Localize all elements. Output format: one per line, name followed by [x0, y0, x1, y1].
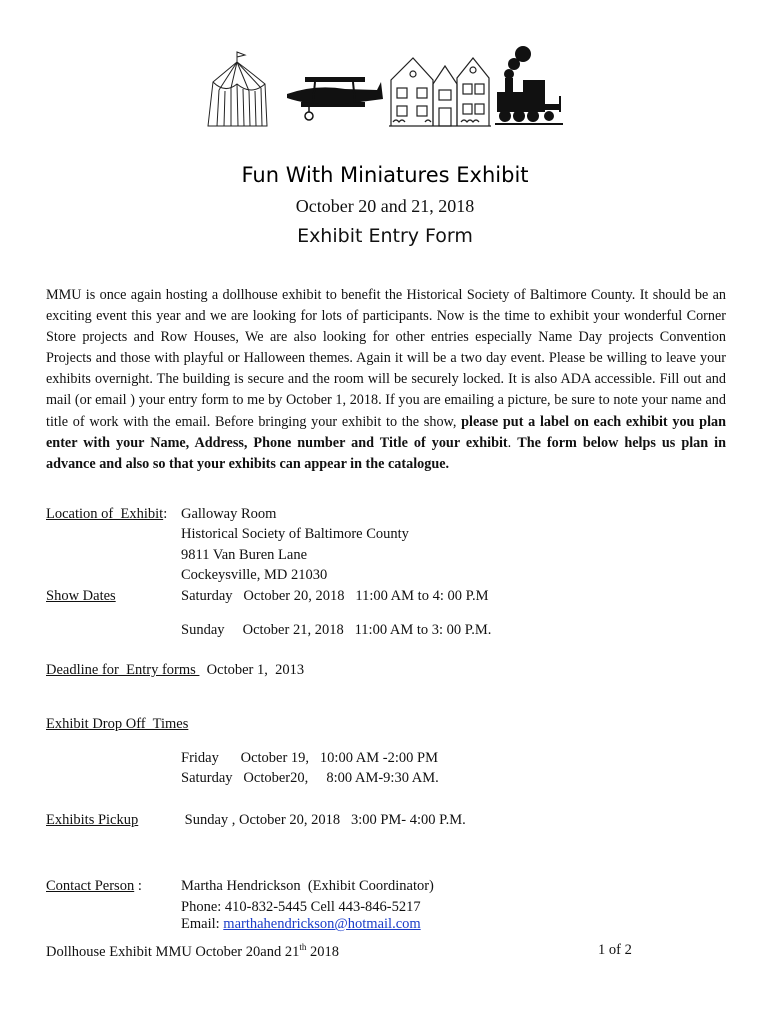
show-dates-saturday: Saturday October 20, 2018 11:00 AM to 4: 00 P.M: [181, 588, 489, 604]
contact-colon: :: [134, 878, 142, 894]
location-line-2: Historical Society of Baltimore County: [181, 526, 409, 542]
contact-email-label: Email:: [181, 916, 224, 932]
footer-title: [46, 942, 339, 961]
pickup-value: Sunday , October 20, 2018 3:00 PM- 4:00 P.M.: [181, 812, 466, 828]
row-houses-icon: [389, 58, 491, 126]
intro-label-instructions: please put a label on each exhibit you plan enter with your Name, Address, Phone number and Title of your exhibit: [46, 413, 726, 451]
footer-left-text: Dollhouse Exhibit MMU October 20and 21: [46, 944, 300, 960]
exhibit-dates: October 20 and 21, 2018: [295, 196, 475, 216]
deadline-row: [46, 662, 304, 679]
show-dates-sunday: Sunday October 21, 2018 11:00 AM to 3: 00 P.M.: [181, 622, 492, 638]
header-clipart: [205, 44, 567, 130]
pickup-label: Exhibits Pickup: [46, 812, 139, 828]
show-dates-label: Show Dates: [46, 588, 116, 604]
deadline-value: October 1, 2013: [199, 662, 305, 678]
intro-form-purpose: The form below helps us plan in advance and also so that your exhibits can appear in the catalogue.: [46, 434, 726, 472]
exhibit-title: Fun With Miniatures Exhibit: [241, 163, 529, 187]
steam-train-icon: [495, 46, 563, 124]
contact-email-link[interactable]: marthahendrickson@hotmail.com: [223, 916, 421, 932]
footer-left-end: 2018: [306, 944, 339, 960]
page-number: 1 of 2: [598, 942, 632, 958]
contact-email-row: [181, 916, 421, 933]
dropoff-friday: Friday October 19, 10:00 AM -2:00 PM: [181, 750, 438, 766]
location-line-4: Cockeysville, MD 21030: [181, 567, 328, 583]
contact-label-row: [46, 878, 142, 895]
dropoff-saturday: Saturday October20, 8:00 AM-9:30 AM.: [181, 770, 439, 786]
form-title: Exhibit Entry Form: [297, 225, 473, 247]
deadline-label: Deadline for Entry forms: [46, 662, 200, 678]
contact-label: Contact Person: [46, 878, 135, 894]
footer-superscript: th: [299, 942, 307, 952]
location-line-1: Galloway Room: [181, 506, 277, 522]
intro-text: MMU is once again hosting a dollhouse exhibit to benefit the Historical Society of Baltimore County. It should be an exciting event this year and we are looking for lots of participants. Now is the time to exhibit your wonderful Corner Store projects and Row Houses, We are also looking for other entries especially Name Day projects Convention Projects and those with playful or Halloween themes. Again it will be a two day event. Please be willing to leave your exhibits overnight. The building is secure and the room will be securely locked. It is also ADA accessible. Fill out and mail (or email ) your entry form to me by October 1, 2018. If you are emailing a picture, be sure to note your name and title of work with the email. Before bringing your exhibit to the show,: [46, 287, 726, 430]
location-label: Location of Exhibit: [46, 506, 164, 522]
location-colon: :: [163, 506, 168, 522]
dropoff-label: Exhibit Drop Off Times: [46, 716, 189, 732]
biplane-icon: [287, 77, 383, 120]
contact-phone: Phone: 410-832-5445 Cell 443-846-5217: [181, 899, 421, 915]
contact-name: Martha Hendrickson (Exhibit Coordinator): [181, 878, 434, 894]
location-label-row: [46, 506, 167, 523]
location-line-3: 9811 Van Buren Lane: [181, 547, 308, 563]
intro-paragraph: [46, 285, 726, 475]
intro-separator: .: [507, 434, 518, 451]
circus-tent-icon: [208, 52, 267, 126]
